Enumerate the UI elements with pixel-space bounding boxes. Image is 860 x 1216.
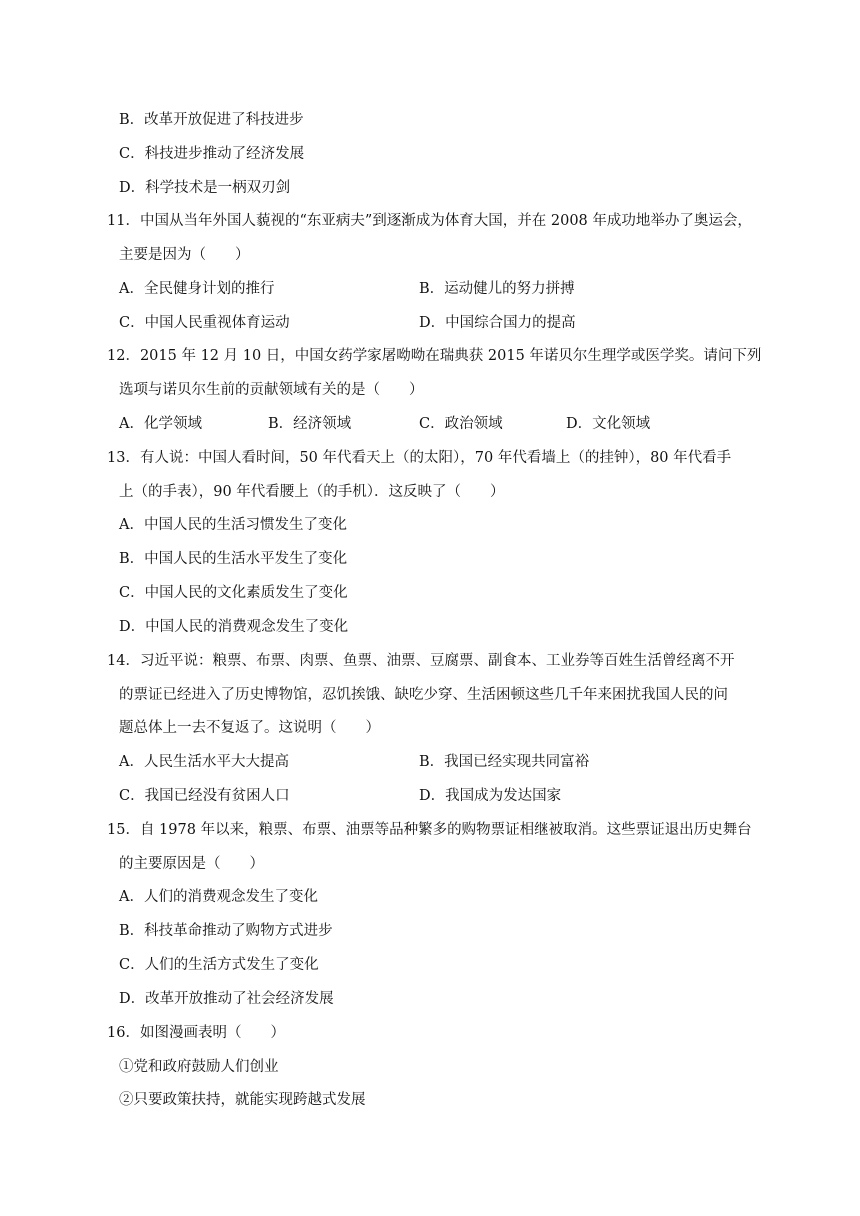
q13-option-a[interactable]: A．中国人民的生活习惯发生了变化 [119, 517, 347, 533]
q16-statement-2: ②只要政策扶持，就能实现跨越式发展 [119, 1092, 366, 1108]
q12-stem-line2: 选项与诺贝尔生前的贡献领域有关的是（ ） [119, 382, 424, 398]
q16-statement-1: ①党和政府鼓励人们创业 [119, 1059, 279, 1075]
q14-option-c[interactable]: C．我国已经没有贫困人口 [119, 788, 290, 804]
q10-option-d[interactable]: D．科学技术是一柄双刃剑 [119, 180, 291, 196]
q15-option-c[interactable]: C．人们的生活方式发生了变化 [119, 957, 319, 973]
q15-option-d[interactable]: D．改革开放推动了社会经济发展 [119, 991, 334, 1007]
q10-option-c[interactable]: C．科技进步推动了经济发展 [119, 146, 305, 162]
q12-option-b[interactable]: B．经济领域 [268, 416, 352, 432]
q14-option-a[interactable]: A．人民生活水平大大提高 [119, 754, 289, 770]
q14-stem-line1: 14．习近平说：粮票、布票、肉票、鱼票、油票、豆腐票、副食本、工业券等百姓生活曾经离不开 [107, 653, 735, 669]
q15-stem-line1: 15．自 1978 年以来，粮票、布票、油票等品种繁多的购物票证相继被取消。这些票证退出历史舞台 [107, 822, 752, 838]
q14-stem-line3: 题总体上一去不复返了。这说明（ ） [119, 720, 380, 736]
q11-stem-line2: 主要是因为（ ） [119, 247, 250, 263]
q15-stem-line2: 的主要原因是（ ） [119, 856, 264, 872]
q10-option-b[interactable]: B．改革开放促进了科技进步 [119, 112, 304, 128]
q12-option-a[interactable]: A．化学领域 [119, 416, 202, 432]
q13-stem-line2: 上（的手表），90 年代看腰上（的手机）．这反映了（ ） [119, 484, 505, 500]
q13-stem-line1: 13．有人说：中国人看时间，50 年代看天上（的太阳），70 年代看墙上（的挂钟），80 年代看手 [107, 450, 732, 466]
q12-option-d[interactable]: D．文化领域 [566, 416, 651, 432]
q15-option-a[interactable]: A．人们的消费观念发生了变化 [119, 889, 318, 905]
q16-stem: 16．如图漫画表明（ ） [107, 1025, 285, 1041]
q12-stem-line1: 12．2015 年 12 月 10 日，中国女药学家屠呦呦在瑞典获 2015 年诺贝尔生理学或医学奖。请问下列 [107, 348, 762, 364]
q11-option-c[interactable]: C．中国人民重视体育运动 [119, 315, 290, 331]
q14-option-b[interactable]: B．我国已经实现共同富裕 [419, 754, 590, 770]
q12-option-c[interactable]: C．政治领域 [419, 416, 503, 432]
q11-option-b[interactable]: B．运动健儿的努力拼搏 [419, 281, 575, 297]
q14-stem-line2: 的票证已经进入了历史博物馆，忍饥挨饿、缺吃少穿、生活困顿这些几千年来困扰我国人民的问 [119, 687, 728, 703]
q13-option-b[interactable]: B．中国人民的生活水平发生了变化 [119, 551, 348, 567]
q13-option-c[interactable]: C．中国人民的文化素质发生了变化 [119, 585, 348, 601]
q15-option-b[interactable]: B．科技革命推动了购物方式进步 [119, 923, 333, 939]
q11-option-a[interactable]: A．全民健身计划的推行 [119, 281, 275, 297]
q13-option-d[interactable]: D．中国人民的消费观念发生了变化 [119, 619, 349, 635]
q11-option-d[interactable]: D．中国综合国力的提高 [419, 315, 576, 331]
q14-option-d[interactable]: D．我国成为发达国家 [419, 788, 562, 804]
q11-stem-line1: 11．中国从当年外国人藐视的“东亚病夫”到逐渐成为体育大国，并在 2008 年成功地举办了奥运会， [107, 213, 752, 229]
